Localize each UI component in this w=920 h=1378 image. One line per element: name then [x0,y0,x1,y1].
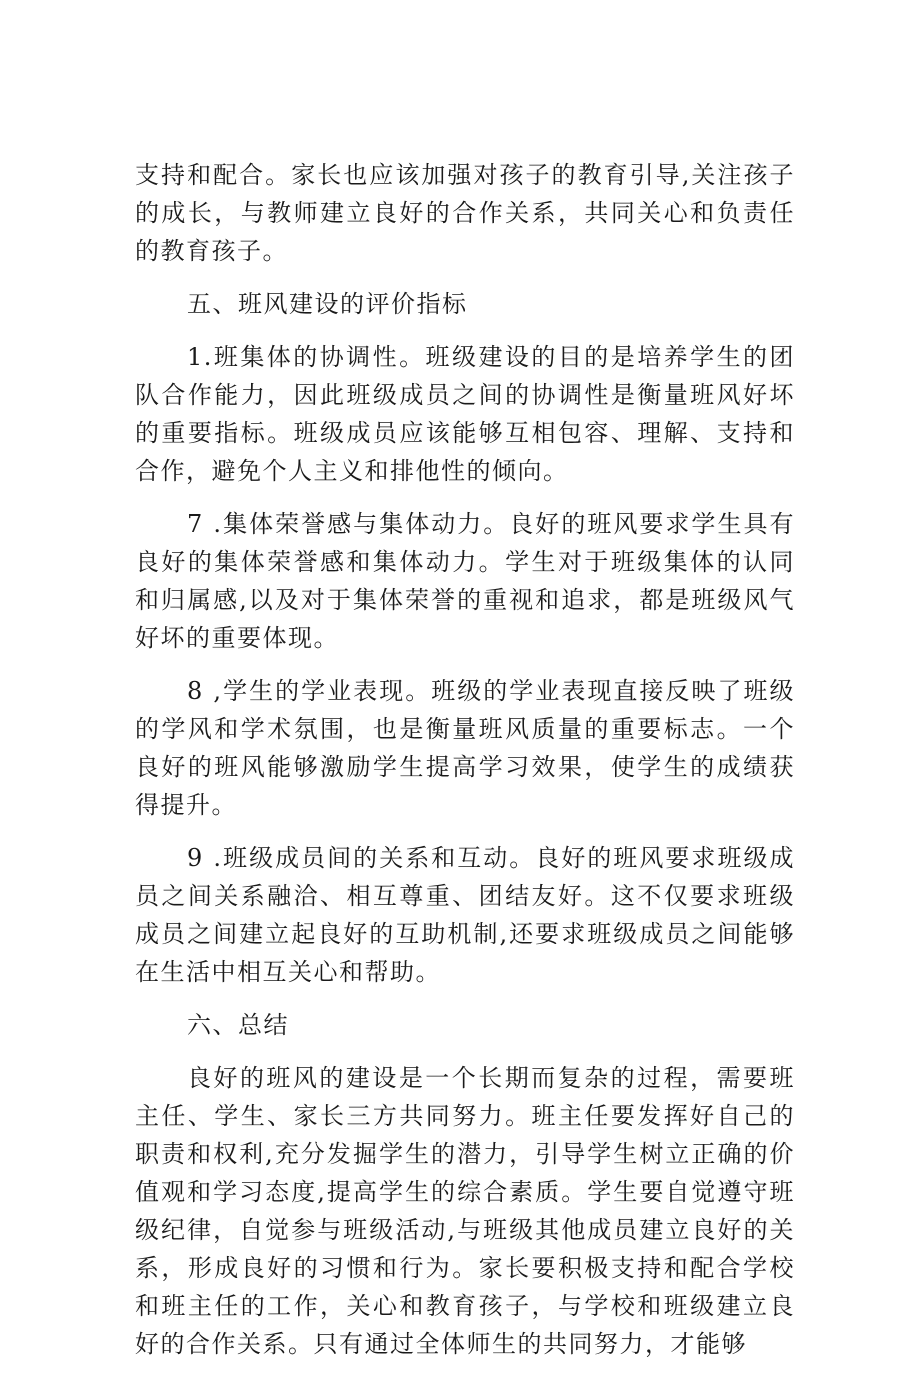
section-heading-summary: 六、总结 [187,1011,289,1039]
paragraph-summary: 良好的班风的建设是一个长期而复杂的过程，需要班主任、学生、家长三方共同努力。班主任要发挥好自己的职责和权利,充分发掘学生的潜力，引导学生树立正确的价值观和学习态度,提高学生的综合素质。学生要自觉遵守班级纪律，自觉参与班级活动,与班级其他成员建立良好的关系，形成良好的习惯和行为。家长要积极支持和配合学校和班主任的工作，关心和教育孩子，与学校和班级建立良好的合作关系。只有通过全体师生的共同努力，才能够 [135,1064,795,1358]
paragraph-item-8: 8 ,学生的学业表现。班级的学业表现直接反映了班级的学风和学术氛围，也是衡量班风质量的重要标志。一个良好的班风能够激励学生提高学习效果，使学生的成绩获得提升。 [135,677,795,819]
paragraph-item-7: 7 .集体荣誉感与集体动力。良好的班风要求学生具有良好的集体荣誉感和集体动力。学生对于班级集体的认同和归属感,以及对于集体荣誉的重视和追求，都是班级风气好坏的重要体现。 [135,510,795,652]
paragraph-item-1: 1.班集体的协调性。班级建设的目的是培养学生的团队合作能力，因此班级成员之间的协调性是衡量班风好坏的重要指标。班级成员应该能够互相包容、理解、支持和合作，避免个人主义和排他性的倾向。 [135,343,795,485]
document-body [135,156,795,1378]
section-heading-evaluation: 五、班风建设的评价指标 [187,290,468,318]
paragraph-parent-cooperation: 支持和配合。家长也应该加强对孩子的教育引导,关注孩子的成长，与教师建立良好的合作关系，共同关心和负责任的教育孩子。 [135,161,795,265]
paragraph-item-9: 9 .班级成员间的关系和互动。良好的班风要求班级成员之间关系融洽、相互尊重、团结友好。这不仅要求班级成员之间建立起良好的互助机制,还要求班级成员之间能够在生活中相互关心和帮助。 [135,844,795,986]
